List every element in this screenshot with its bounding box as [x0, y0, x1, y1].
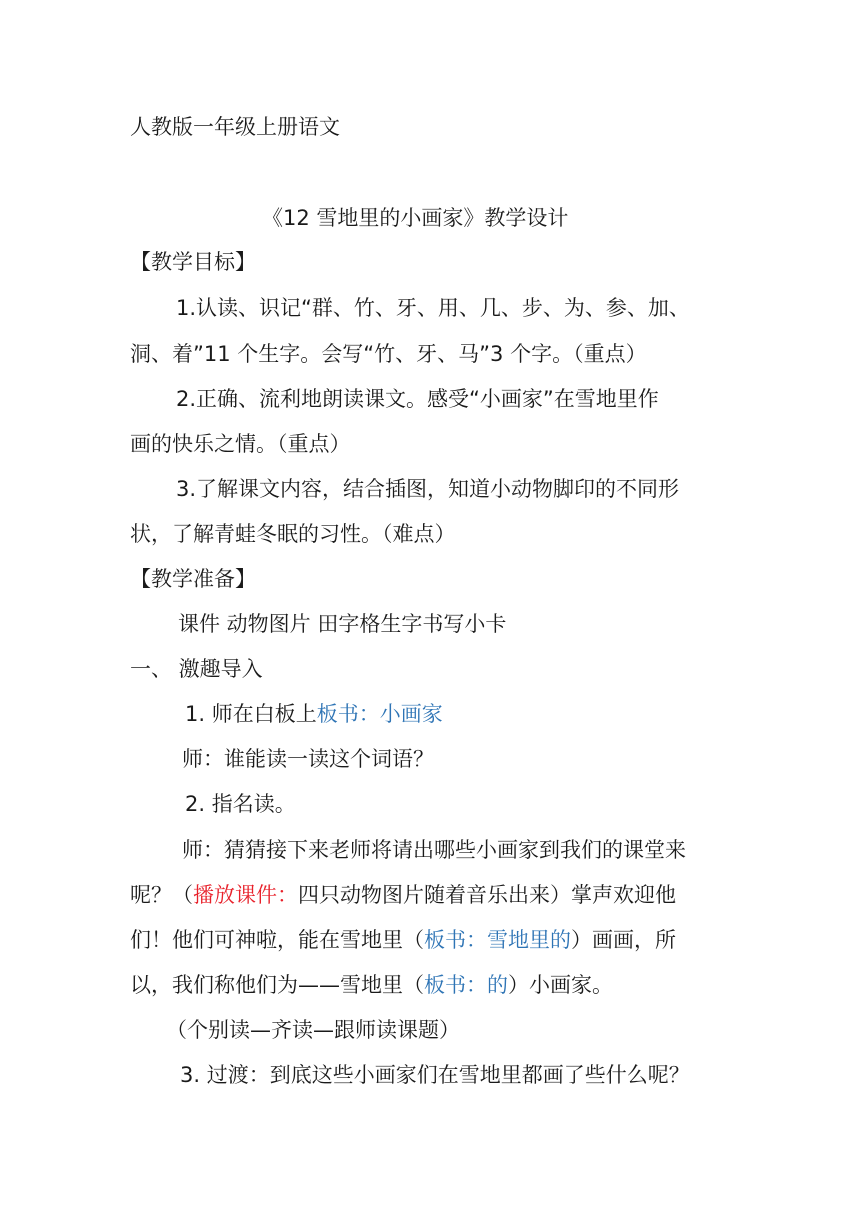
objective-2-line-2: 画的快乐之情。（重点） — [130, 432, 351, 456]
board-note-xiaohuajia: 板书：小画家 — [316, 702, 443, 726]
step-2: 2. 指名读。 — [185, 792, 296, 816]
board-note-de: 板书：的 — [424, 973, 508, 997]
para-line-1: 师：猜猜接下来老师将请出哪些小画家到我们的课堂来 — [182, 838, 686, 862]
board-note-xuedilide: 板书：雪地里的 — [424, 928, 571, 952]
objective-1-line-1: 1.认读、识记“群、竹、牙、用、几、步、为、参、加、 — [176, 296, 690, 320]
prep-text: 课件 动物图片 田字格生字书写小卡 — [178, 612, 507, 636]
para-line-2 — [130, 881, 676, 909]
step-1 — [185, 700, 443, 728]
part1-heading: 一、 激趣导入 — [130, 657, 263, 681]
step-1-prefix: 1. 师在白板上 — [185, 702, 317, 726]
play-courseware-note: 播放课件： — [193, 883, 298, 907]
teacher-question: 师：谁能读一读这个词语？ — [182, 747, 434, 771]
para-line-4-end: ）小画家。 — [508, 973, 613, 997]
para-line-4 — [130, 971, 613, 999]
para-line-3-end: ）画画，所 — [571, 928, 676, 952]
document-title: 《12 雪地里的小画家》教学设计 — [262, 206, 569, 230]
objective-3-line-2: 状，了解青蛙冬眠的习性。（难点） — [130, 522, 456, 546]
objective-2-line-1: 2.正确、流利地朗读课文。感受“小画家”在雪地里作 — [176, 387, 659, 411]
document-subtitle: 人教版一年级上册语文 — [130, 115, 340, 139]
objective-3-line-1: 3.了解课文内容，结合插图，知道小动物脚印的不同形 — [176, 477, 680, 501]
para-line-3 — [130, 926, 676, 954]
para-line-3-start: 们！他们可神啦，能在雪地里（ — [130, 928, 424, 952]
para-line-2-end: 四只动物图片随着音乐出来）掌声欢迎他 — [298, 883, 676, 907]
objectives-heading: 【教学目标】 — [130, 250, 256, 274]
prep-heading: 【教学准备】 — [130, 567, 256, 591]
reading-order: （个别读—齐读—跟师读课题） — [166, 1018, 460, 1042]
para-line-2-start: 呢？（ — [130, 883, 193, 907]
para-line-4-start: 以，我们称他们为——雪地里（ — [130, 973, 424, 997]
step-3: 3. 过渡：到底这些小画家们在雪地里都画了些什么呢？ — [180, 1063, 690, 1087]
objective-1-line-2: 洞、着”11 个生字。会写“竹、牙、马”3 个字。（重点） — [130, 342, 647, 366]
